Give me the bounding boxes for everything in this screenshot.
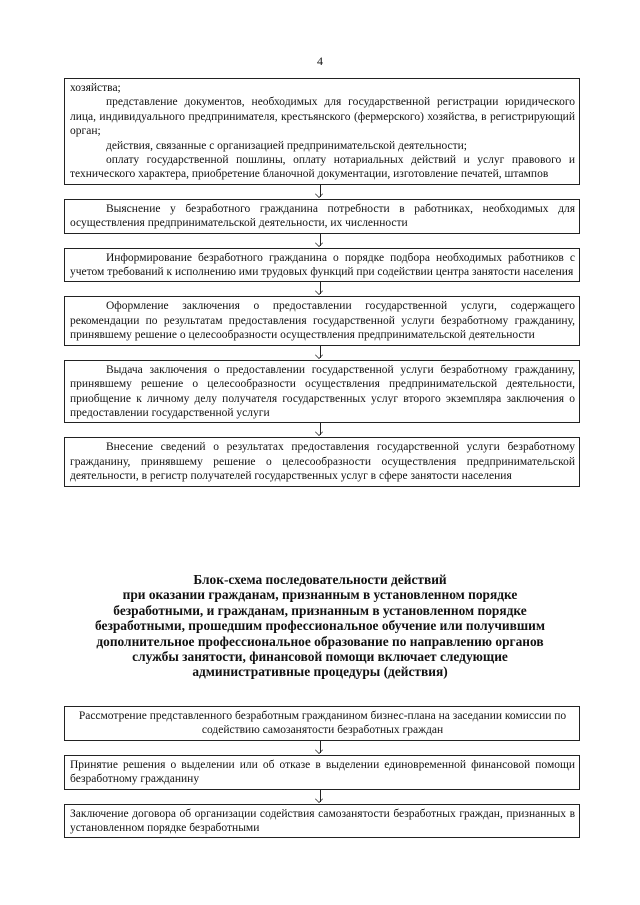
down-arrow-icon <box>64 423 580 437</box>
box-text: Принятие решения о выделении или об отказе в выделении единовременной финансовой помощи безработному гражданину <box>70 758 575 786</box>
paragraph: представление документов, необходимых для государственной регистрации юридического лица, индивидуального предпринимателя, крестьянского (фермерского) хозяйства, в регистрирующий орган; <box>70 96 575 138</box>
flow-box-conclusion-issue <box>64 360 580 424</box>
paragraph: оплату государственной пошлины, оплату нотариальных действий и услуг правового и технического характера, приобретение бланочной документации, изготовление печатей, штампов <box>70 154 575 181</box>
flow-box-conclusion-drafting <box>64 296 580 345</box>
page-number: 4 <box>317 54 323 68</box>
box-text: Заключение договора об организации содействия самозанятости безработных граждан, признанных в установленном порядке безработными <box>70 807 575 835</box>
paragraph: действия, связанные с организацией предпринимательской деятельности; <box>106 139 468 152</box>
box-text: Выяснение у безработного гражданина потребности в работниках, необходимых для осуществления предпринимательской деятельности, их численности <box>70 202 575 230</box>
box-text: Информирование безработного гражданина о порядке подбора необходимых работников с учетом требований к исполнению ими трудовых функций при содействии центра занятости населения <box>70 251 575 279</box>
down-arrow-icon <box>64 234 580 248</box>
down-arrow-icon <box>64 185 580 199</box>
flow-box-contract <box>64 804 580 839</box>
top-flowchart <box>64 78 580 487</box>
heading-line: при оказании гражданам, признанным в установленном порядке <box>122 587 518 603</box>
box-text: Оформление заключения о предоставлении государственной услуги, содержащего рекомендации по результатам предоставления государственной услуги безработному гражданину, принявшему решение о целесообразности осуществления предпринимательской деятельности <box>70 300 575 342</box>
heading-line: безработными, и гражданам, признанным в установленном порядке <box>113 602 527 618</box>
heading-line: Блок-схема последовательности действий <box>193 572 447 587</box>
flow-box-business-plan-review <box>64 706 580 741</box>
flow-box-workers-need <box>64 199 580 234</box>
heading-line: административные процедуры (действия) <box>192 664 448 680</box>
down-arrow-icon <box>64 346 580 360</box>
down-arrow-icon <box>64 741 580 755</box>
bottom-flowchart <box>64 706 580 838</box>
section-heading <box>60 572 580 680</box>
heading-line: дополнительное профессиональное образование по направлению органов <box>96 633 544 649</box>
heading-line: безработными, прошедшим профессиональное обучение или получившим <box>94 618 545 634</box>
heading-line: службы занятости, финансовой помощи включает следующие <box>132 649 508 665</box>
down-arrow-icon <box>64 790 580 804</box>
flow-box-financial-aid-decision <box>64 755 580 790</box>
flow-box-informing <box>64 248 580 283</box>
paragraph: хозяйства; <box>70 82 121 94</box>
box-text: Рассмотрение представленного безработным гражданином бизнес-плана на заседании комиссии по содействию самозанятости безработных граждан <box>78 710 567 737</box>
box-text: Выдача заключения о предоставлении государственной услуги безработному гражданину, принявшему решение о целесообразности осуществления предпринимательской деятельности, приобщение к личному делу получателя государственных услуг второго экземпляра заключения о предоставлении государственной услуги <box>70 363 575 419</box>
flow-box-register-entry <box>64 437 580 486</box>
box-text: Внесение сведений о результатах предоставления государственной услуги безработному гражданину, принявшему решение о целесообразности осуществления предпринимательской деятельности, в регистр получателей государственных услуг в сфере занятости населения <box>70 441 575 483</box>
down-arrow-icon <box>64 282 580 296</box>
flow-box-documents <box>64 78 580 185</box>
